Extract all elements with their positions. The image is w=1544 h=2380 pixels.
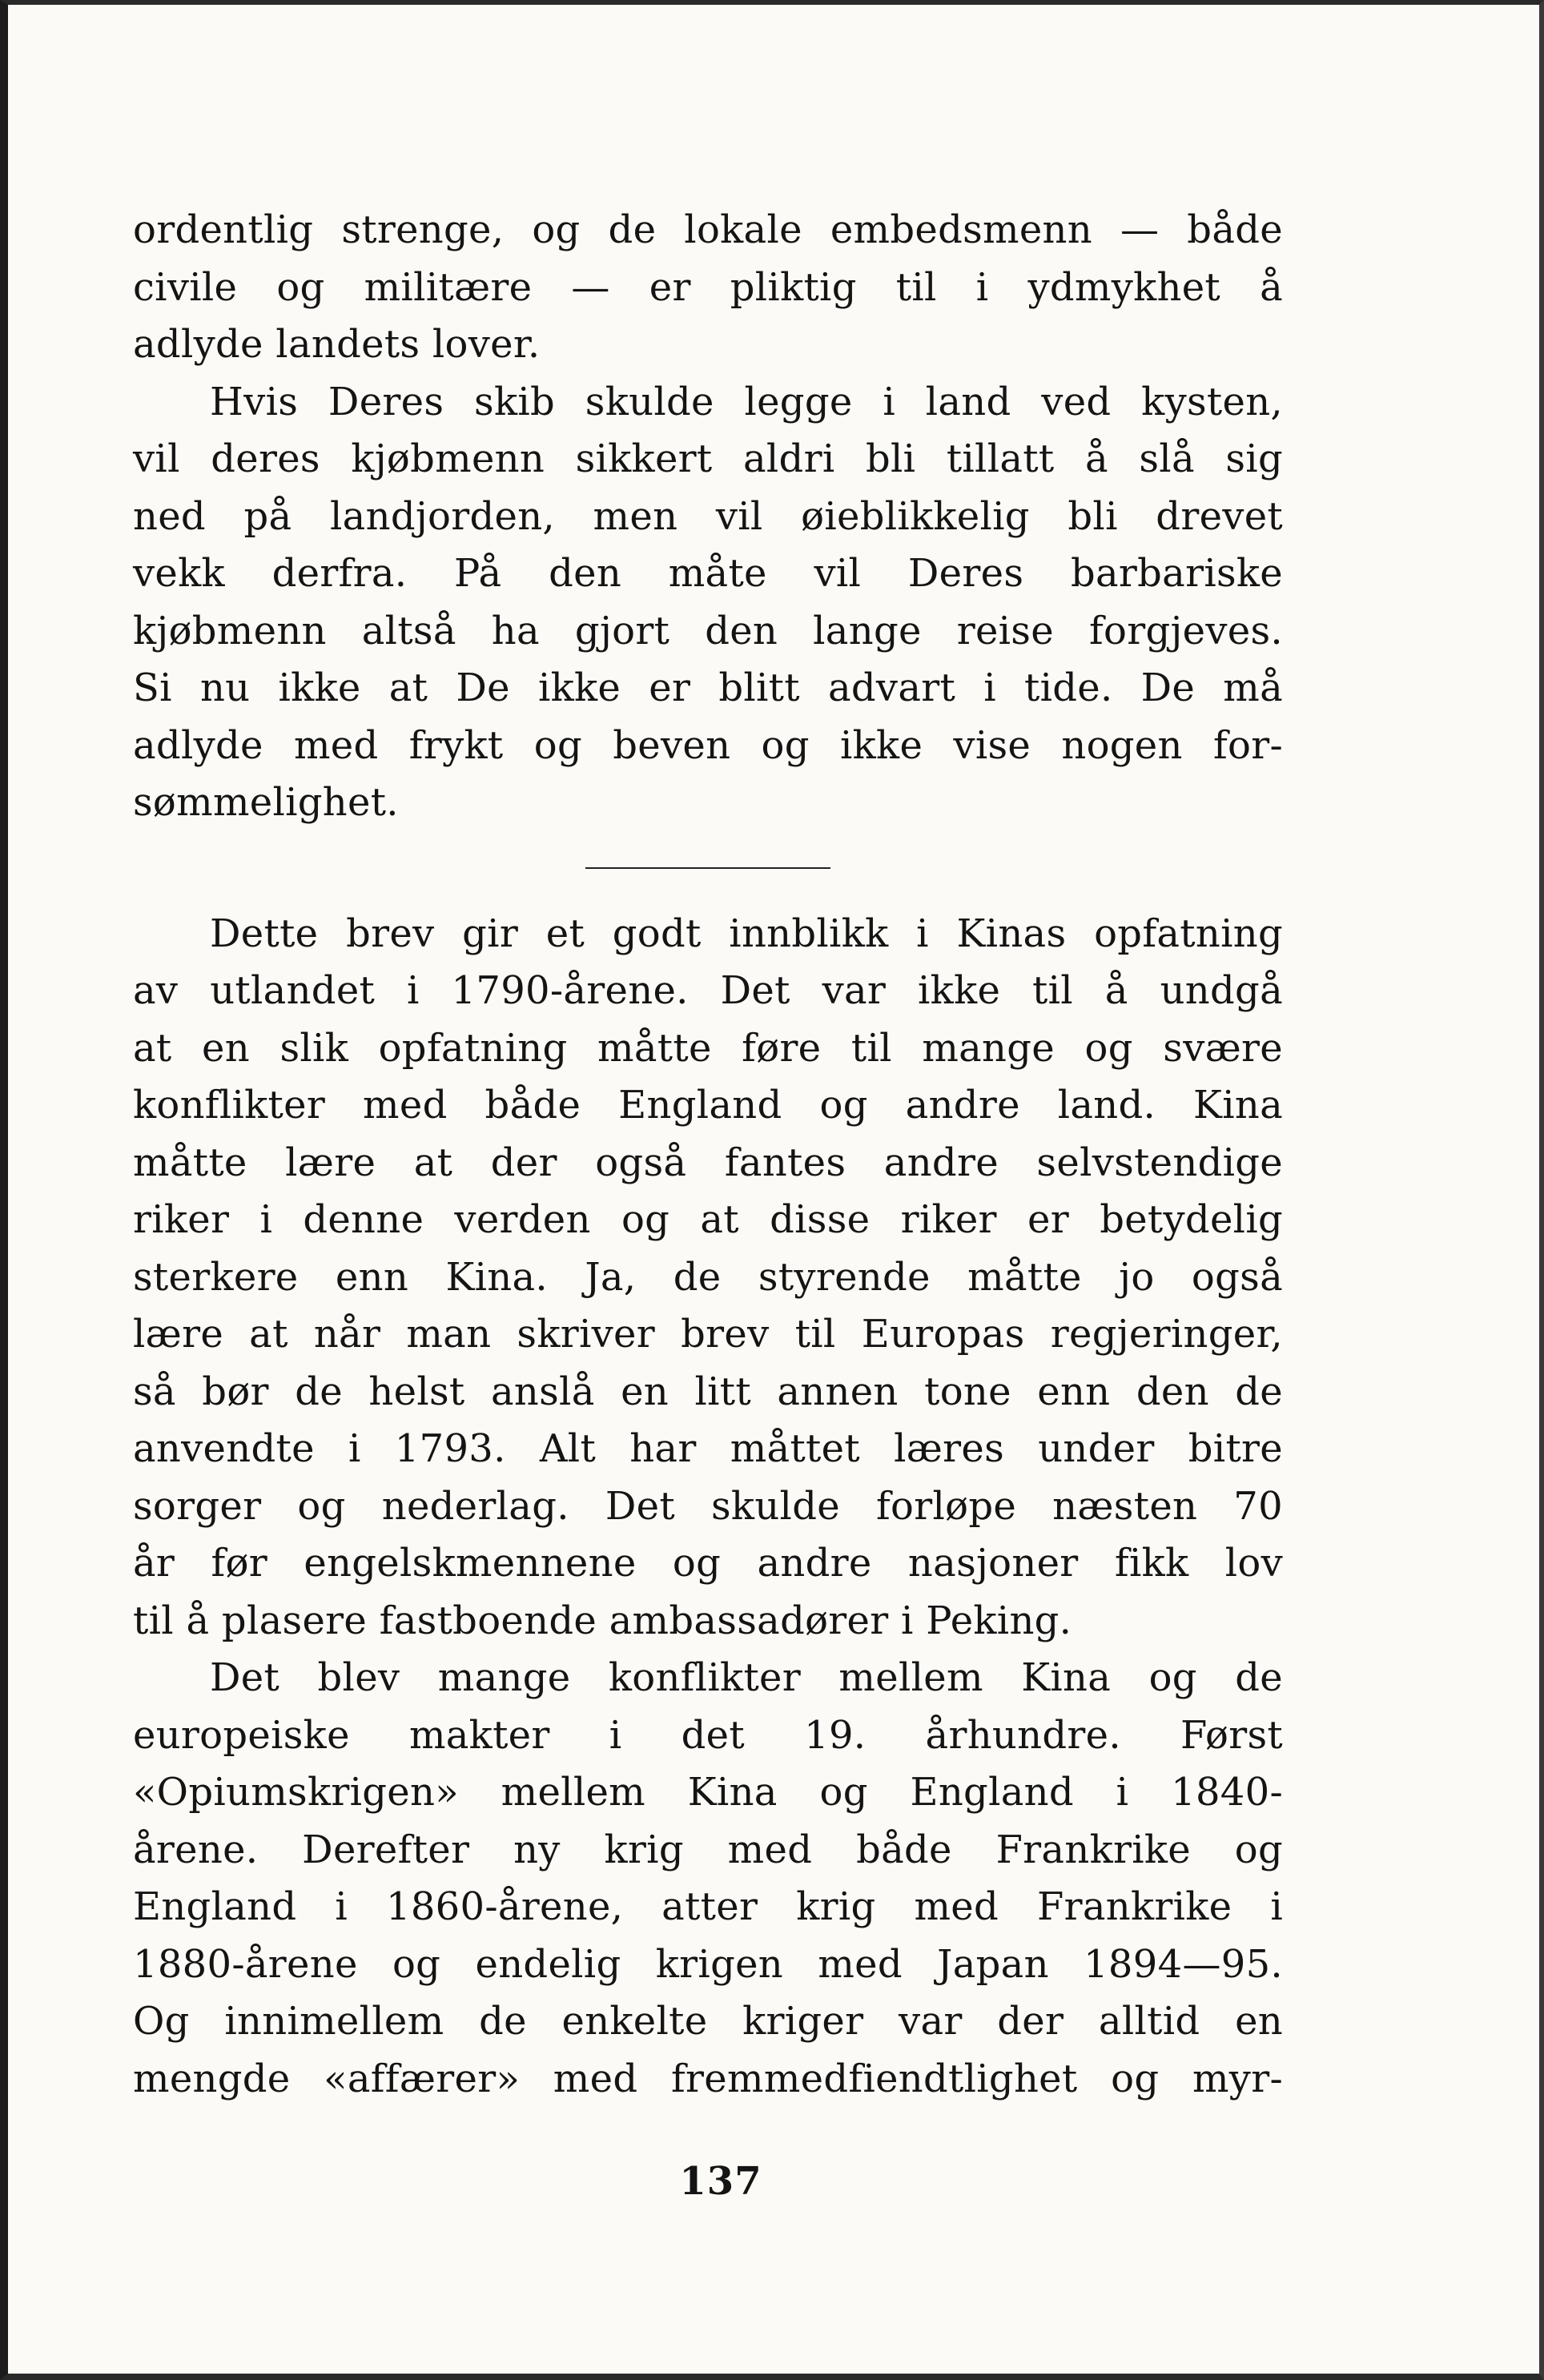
section-separator-rule bbox=[585, 867, 830, 869]
text-line: ned på landjorden, men vil øieblikkelig bli drevet bbox=[133, 493, 1283, 539]
text-line: europeiske makter i det 19. århundre. Først bbox=[133, 1712, 1283, 1758]
text-line: riker i denne verden og at disse riker er betydelig bbox=[133, 1197, 1283, 1242]
text-line: Og innimellem de enkelte kriger var der alltid en bbox=[133, 1999, 1283, 2044]
text-line: Hvis Deres skib skulde legge i land ved kysten, bbox=[210, 379, 1283, 424]
text-line: årene. Derefter ny krig med både Frankrike og bbox=[133, 1827, 1283, 1872]
text-line: anvendte i 1793. Alt har måttet læres under bitre bbox=[133, 1426, 1283, 1471]
text-line: til å plasere fastboende ambassadører i Peking. bbox=[133, 1598, 1072, 1643]
text-line: vil deres kjøbmenn sikkert aldri bli tillatt å slå sig bbox=[133, 436, 1283, 481]
paragraph-1 bbox=[133, 202, 1283, 374]
text-line: sømmelighet. bbox=[133, 780, 399, 825]
page-number: 137 bbox=[679, 2159, 762, 2204]
text-line: «Opiumskrigen» mellem Kina og England i 1840- bbox=[133, 1770, 1283, 1815]
text-line: England i 1860-årene, atter krig med Frankrike i bbox=[133, 1884, 1283, 1929]
text-line: Dette brev gir et godt innblikk i Kinas opfatning bbox=[210, 911, 1283, 956]
text-line: Det blev mange konflikter mellem Kina og de bbox=[210, 1655, 1283, 1700]
text-line: kjøbmenn altså ha gjort den lange reise forgjeves. bbox=[133, 608, 1283, 653]
text-line: adlyde med frykt og beven og ikke vise nogen for- bbox=[133, 722, 1283, 768]
body-text bbox=[133, 202, 1283, 2108]
text-line: ordentlig strenge, og de lokale embedsmenn — både bbox=[133, 207, 1283, 252]
paragraph-2 bbox=[133, 374, 1283, 832]
text-line: sterkere enn Kina. Ja, de styrende måtte jo også bbox=[133, 1254, 1283, 1300]
text-line: 1880-årene og endelig krigen med Japan 1894—95. bbox=[133, 1941, 1283, 1987]
text-line: sorger og nederlag. Det skulde forløpe næsten 70 bbox=[133, 1483, 1283, 1529]
text-line: av utlandet i 1790-årene. Det var ikke til å undgå bbox=[133, 968, 1283, 1013]
text-line: adlyde landets lover. bbox=[133, 322, 541, 367]
text-line: vekk derfra. På den måte vil Deres barbariske bbox=[133, 551, 1283, 596]
text-line: at en slik opfatning måtte føre til mange og svære bbox=[133, 1025, 1283, 1071]
text-line: Si nu ikke at De ikke er blitt advart i tide. De må bbox=[133, 665, 1283, 710]
text-line: konflikter med både England og andre land. Kina bbox=[133, 1083, 1283, 1128]
text-line: måtte lære at der også fantes andre selvstendige bbox=[133, 1140, 1283, 1185]
text-line: år før engelskmennene og andre nasjoner fikk lov bbox=[133, 1541, 1283, 1586]
text-line: lære at når man skriver brev til Europas regjeringer, bbox=[133, 1312, 1283, 1357]
paragraph-3 bbox=[133, 906, 1283, 1650]
text-line: civile og militære — er pliktig til i ydmykhet å bbox=[133, 264, 1283, 310]
text-line: mengde «affærer» med fremmedfiendtlighet og myr- bbox=[133, 2056, 1283, 2101]
paragraph-4 bbox=[133, 1650, 1283, 2108]
text-line: så bør de helst anslå en litt annen tone enn den de bbox=[133, 1369, 1283, 1414]
